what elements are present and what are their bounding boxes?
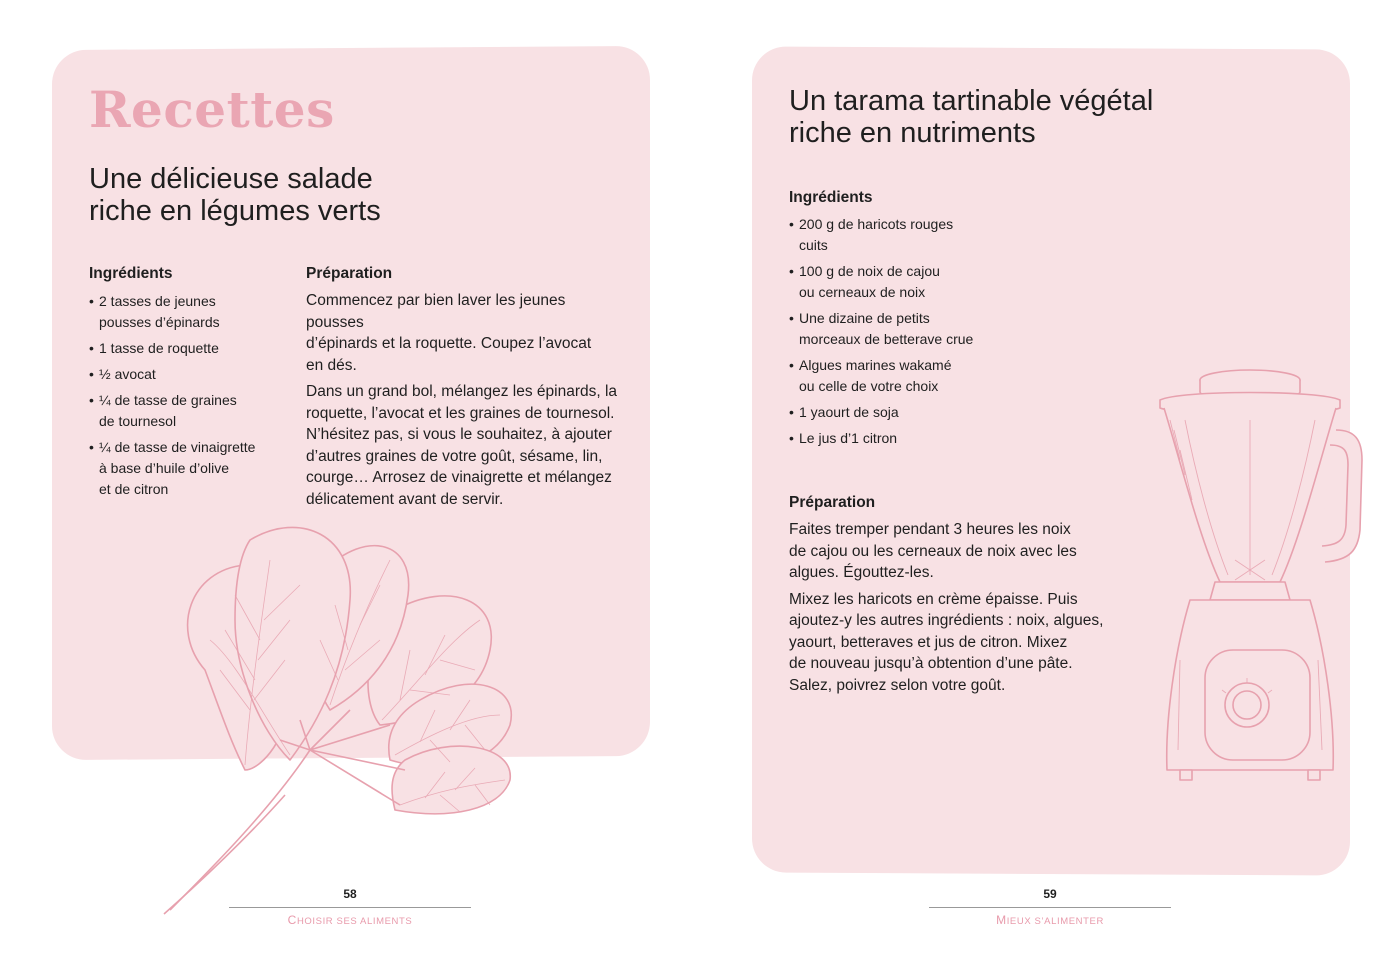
bullet: • [789,404,794,420]
ingredient-line: pousses d’épinards [99,314,220,330]
ingredient-line: Une dizaine de petits [799,310,930,326]
ingredient-line: cuits [799,237,828,253]
text-line: yaourt, betteraves et jus de citron. Mixez [789,633,1068,651]
bullet: • [89,340,94,356]
list-item [89,390,279,432]
list-item [789,402,1009,423]
bullet: • [789,310,794,326]
blender-illustration [1150,360,1375,810]
bullet: • [789,357,794,373]
list-item [789,428,1009,449]
left-ingredients-list [89,291,279,505]
text-line: courge… Arrosez de vinaigrette et mélangez [306,469,612,486]
text-line: algues. Égouttez-les. [789,564,934,581]
footer-rest: IEUX S’ALIMENTER [1006,916,1104,927]
right-prep-paragraph-2 [789,589,1119,697]
bullet: • [789,430,794,446]
list-item [789,355,1009,397]
footer-initial: M [996,913,1007,927]
right-ingredients-list [789,214,1009,454]
ingredient-line: 1 yaourt de soja [799,404,899,420]
right-prep-paragraph-1 [789,519,1119,584]
right-recipe-title [789,85,1259,149]
ingredient-line: morceaux de betterave crue [799,331,974,347]
right-ingredients-heading: Ingrédients [789,189,873,206]
ingredient-line: 100 g de noix de cajou [799,263,940,279]
list-item [789,214,1009,256]
text-line: Dans un grand bol, mélangez les épinards, la [306,383,618,400]
ingredient-line: Algues marines wakamé [799,357,952,373]
ingredient-line: 200 g de haricots rouges [799,216,954,232]
list-item [89,364,279,385]
left-recipe-title-line1: Une délicieuse salade [89,163,373,195]
right-preparation-text [789,519,1119,701]
ingredient-line: à base d’huile d’olive [99,460,229,476]
text-line: en dés. [306,356,357,374]
running-footer-left [229,913,471,927]
text-line: Commencez par bien laver les jeunes pousses [306,292,566,331]
bullet: • [89,293,94,309]
ingredient-line: 2 tasses de jeunes [99,293,216,309]
text-line: d’épinards et la roquette. Coupez l’avocat [306,335,592,352]
left-ingredients-heading: Ingrédients [89,265,173,282]
footer-rest: HOISIR SES ALIMENTS [296,916,413,927]
text-line: délicatement avant de servir. [306,490,504,508]
bullet: • [89,392,94,408]
ingredient-line: ou celle de votre choix [799,378,939,394]
bullet: • [89,366,94,382]
ingredient-line: de tournesol [99,413,177,429]
left-prep-paragraph-1 [306,290,626,376]
text-line: de cajou ou les cerneaux de noix avec les [789,542,1077,560]
section-title: Recettes [89,80,335,139]
left-recipe-title [89,163,489,227]
left-preparation-heading: Préparation [306,265,393,282]
text-line: d’autres graines de votre goût, sésame, lin, [306,447,603,465]
ingredient-line: 1 tasse de roquette [99,340,219,356]
right-preparation-heading: Préparation [789,494,876,511]
list-item [789,308,1009,350]
spinach-illustration [150,510,530,920]
text-line: ajoutez-y les autres ingrédients : noix, algues, [789,612,1104,629]
ingredient-line: ¼ de tasse de vinaigrette [99,439,256,455]
page-number-left: 58 [343,887,357,901]
bullet: • [789,216,794,232]
ingredient-line: Le jus d’1 citron [799,430,898,446]
bullet: • [89,439,94,455]
right-recipe-title-line1: Un tarama tartinable végétal [789,85,1154,117]
text-line: Faites tremper pendant 3 heures les noix [789,521,1071,538]
text-line: Salez, poivrez selon votre goût. [789,676,1006,694]
text-line: de nouveau jusqu’à obtention d’une pâte. [789,655,1073,672]
footer-divider-left [229,907,471,908]
list-item [89,338,279,359]
ingredient-line: et de citron [99,481,169,497]
left-preparation-text [306,290,626,515]
list-item [89,437,279,500]
page-number-right: 59 [1043,887,1057,901]
list-item [789,261,1009,303]
ingredient-line: ¼ de tasse de graines [99,392,237,408]
left-recipe-title-line2: riche en légumes verts [89,195,381,227]
bullet: • [789,263,794,279]
right-recipe-title-line2: riche en nutriments [789,117,1036,149]
footer-initial: C [287,913,297,927]
text-line: roquette, l’avocat et les graines de tournesol. [306,404,615,422]
left-prep-paragraph-2 [306,381,626,510]
ingredient-line: ½ avocat [99,366,156,382]
running-footer-right [929,913,1171,927]
footer-divider-right [929,907,1171,908]
list-item [89,291,279,333]
text-line: Mixez les haricots en crème épaisse. Puis [789,590,1078,608]
ingredient-line: ou cerneaux de noix [799,284,926,300]
text-line: N’hésitez pas, si vous le souhaitez, à ajouter [306,426,612,443]
